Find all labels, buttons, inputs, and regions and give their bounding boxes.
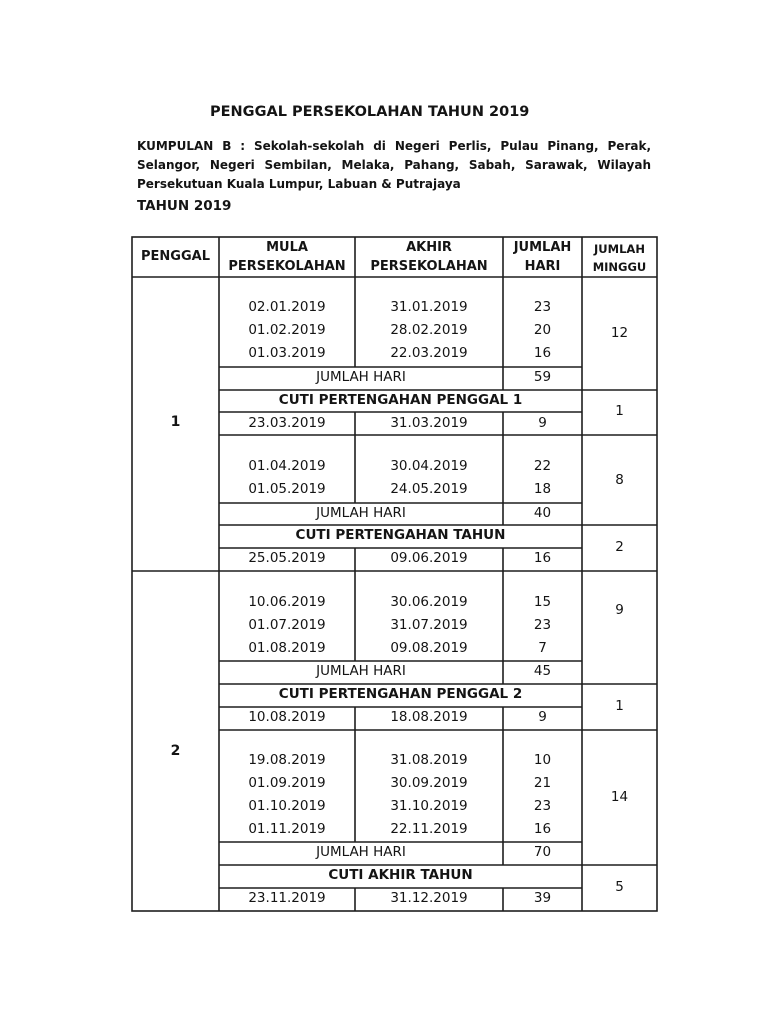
cuti-start: 23.03.2019 xyxy=(248,415,326,431)
table-row-akhir: 30.04.2019 xyxy=(390,458,468,474)
table-row-hari: 22 xyxy=(533,458,552,474)
cuti-weeks: 1 xyxy=(615,698,624,714)
jumlah-hari-total: 40 xyxy=(533,505,552,521)
table-row-mula: 01.05.2019 xyxy=(248,481,326,497)
jumlah-hari-total: 59 xyxy=(533,369,552,385)
jumlah-minggu-value: 14 xyxy=(610,789,629,805)
header-jumlah-minggu-line1: JUMLAH xyxy=(594,242,645,256)
table-row-akhir: 30.09.2019 xyxy=(390,775,468,791)
table-row-mula: 19.08.2019 xyxy=(248,752,326,768)
jumlah-minggu-value: 9 xyxy=(615,602,624,618)
table-row-akhir: 31.10.2019 xyxy=(390,798,468,814)
jumlah-hari-total: 70 xyxy=(533,844,552,860)
header-akhir-line2: PERSEKOLAHAN xyxy=(370,259,488,274)
header-mula-line1: MULA xyxy=(266,240,308,255)
table-row-hari: 20 xyxy=(533,322,552,338)
table-row-akhir: 28.02.2019 xyxy=(390,322,468,338)
header-jumlah-hari-line1: JUMLAH xyxy=(513,240,572,255)
document-title: PENGGAL PERSEKOLAHAN TAHUN 2019 xyxy=(210,104,530,120)
table-row-akhir: 22.03.2019 xyxy=(390,345,468,361)
cuti-weeks: 1 xyxy=(615,403,624,419)
table-row-hari: 21 xyxy=(533,775,552,791)
penggal-1-label: 1 xyxy=(170,414,181,430)
jumlah-hari-label: JUMLAH HARI xyxy=(316,844,406,860)
year-heading: TAHUN 2019 xyxy=(137,198,232,214)
jumlah-minggu-value: 12 xyxy=(610,325,629,341)
cuti-weeks: 2 xyxy=(615,539,624,555)
penggal-2-label: 2 xyxy=(170,743,181,759)
table-row-mula: 02.01.2019 xyxy=(248,299,326,315)
table-row-akhir: 09.08.2019 xyxy=(390,640,468,656)
table-row-hari: 23 xyxy=(533,299,552,315)
cuti-label: CUTI PERTENGAHAN PENGGAL 1 xyxy=(278,392,523,408)
jumlah-hari-label: JUMLAH HARI xyxy=(316,369,406,385)
cuti-start: 23.11.2019 xyxy=(248,890,326,906)
header-akhir-line1: AKHIR xyxy=(406,240,452,255)
table-row-hari: 15 xyxy=(533,594,552,610)
jumlah-minggu-value: 8 xyxy=(615,472,624,488)
table-row-hari: 10 xyxy=(533,752,552,768)
table-row-hari: 7 xyxy=(538,640,547,656)
table-row-hari: 23 xyxy=(533,617,552,633)
table-row-akhir: 22.11.2019 xyxy=(390,821,468,837)
table-row-mula: 01.03.2019 xyxy=(248,345,326,361)
group-description: KUMPULAN B : Sekolah-sekolah di Negeri Perlis, Pulau Pinang, Perak, Selangor, Negeri Sembilan, Melaka, Pahang, Sabah, Sarawak, Wilayah Persekutuan Kuala Lumpur, Labuan & Putrajaya xyxy=(137,139,651,191)
cuti-label: CUTI PERTENGAHAN PENGGAL 2 xyxy=(278,686,523,702)
jumlah-hari-label: JUMLAH HARI xyxy=(316,505,406,521)
cuti-days: 39 xyxy=(533,890,552,906)
cuti-end: 31.03.2019 xyxy=(390,415,468,431)
table-row-hari: 18 xyxy=(533,481,552,497)
table-row-akhir: 31.07.2019 xyxy=(390,617,468,633)
cuti-end: 31.12.2019 xyxy=(390,890,468,906)
jumlah-hari-label: JUMLAH HARI xyxy=(316,663,406,679)
table-row-mula: 01.11.2019 xyxy=(248,821,326,837)
jumlah-hari-total: 45 xyxy=(533,663,552,679)
cuti-days: 9 xyxy=(538,709,547,725)
table-row-mula: 01.04.2019 xyxy=(248,458,326,474)
table-row-mula: 01.09.2019 xyxy=(248,775,326,791)
cuti-start: 25.05.2019 xyxy=(248,550,326,566)
table-row-mula: 01.10.2019 xyxy=(248,798,326,814)
cuti-weeks: 5 xyxy=(615,879,624,895)
cuti-days: 16 xyxy=(533,550,552,566)
table-row-hari: 16 xyxy=(533,821,552,837)
header-penggal: PENGGAL xyxy=(141,249,210,264)
cuti-start: 10.08.2019 xyxy=(248,709,326,725)
table-row-mula: 01.07.2019 xyxy=(248,617,326,633)
table-row-akhir: 24.05.2019 xyxy=(390,481,468,497)
cuti-label: CUTI PERTENGAHAN TAHUN xyxy=(295,527,506,543)
cuti-end: 09.06.2019 xyxy=(390,550,468,566)
table-row-akhir: 31.08.2019 xyxy=(390,752,468,768)
cuti-days: 9 xyxy=(538,415,547,431)
table-row-akhir: 30.06.2019 xyxy=(390,594,468,610)
cuti-label: CUTI AKHIR TAHUN xyxy=(328,867,473,883)
table-row-mula: 01.08.2019 xyxy=(248,640,326,656)
header-jumlah-minggu-line2: MINGGU xyxy=(592,260,647,274)
table-row-hari: 23 xyxy=(533,798,552,814)
table-row-hari: 16 xyxy=(533,345,552,361)
header-mula-line2: PERSEKOLAHAN xyxy=(228,259,346,274)
header-jumlah-hari-line2: HARI xyxy=(524,259,561,274)
table-row-mula: 10.06.2019 xyxy=(248,594,326,610)
table-row-akhir: 31.01.2019 xyxy=(390,299,468,315)
cuti-end: 18.08.2019 xyxy=(390,709,468,725)
table-row-mula: 01.02.2019 xyxy=(248,322,326,338)
